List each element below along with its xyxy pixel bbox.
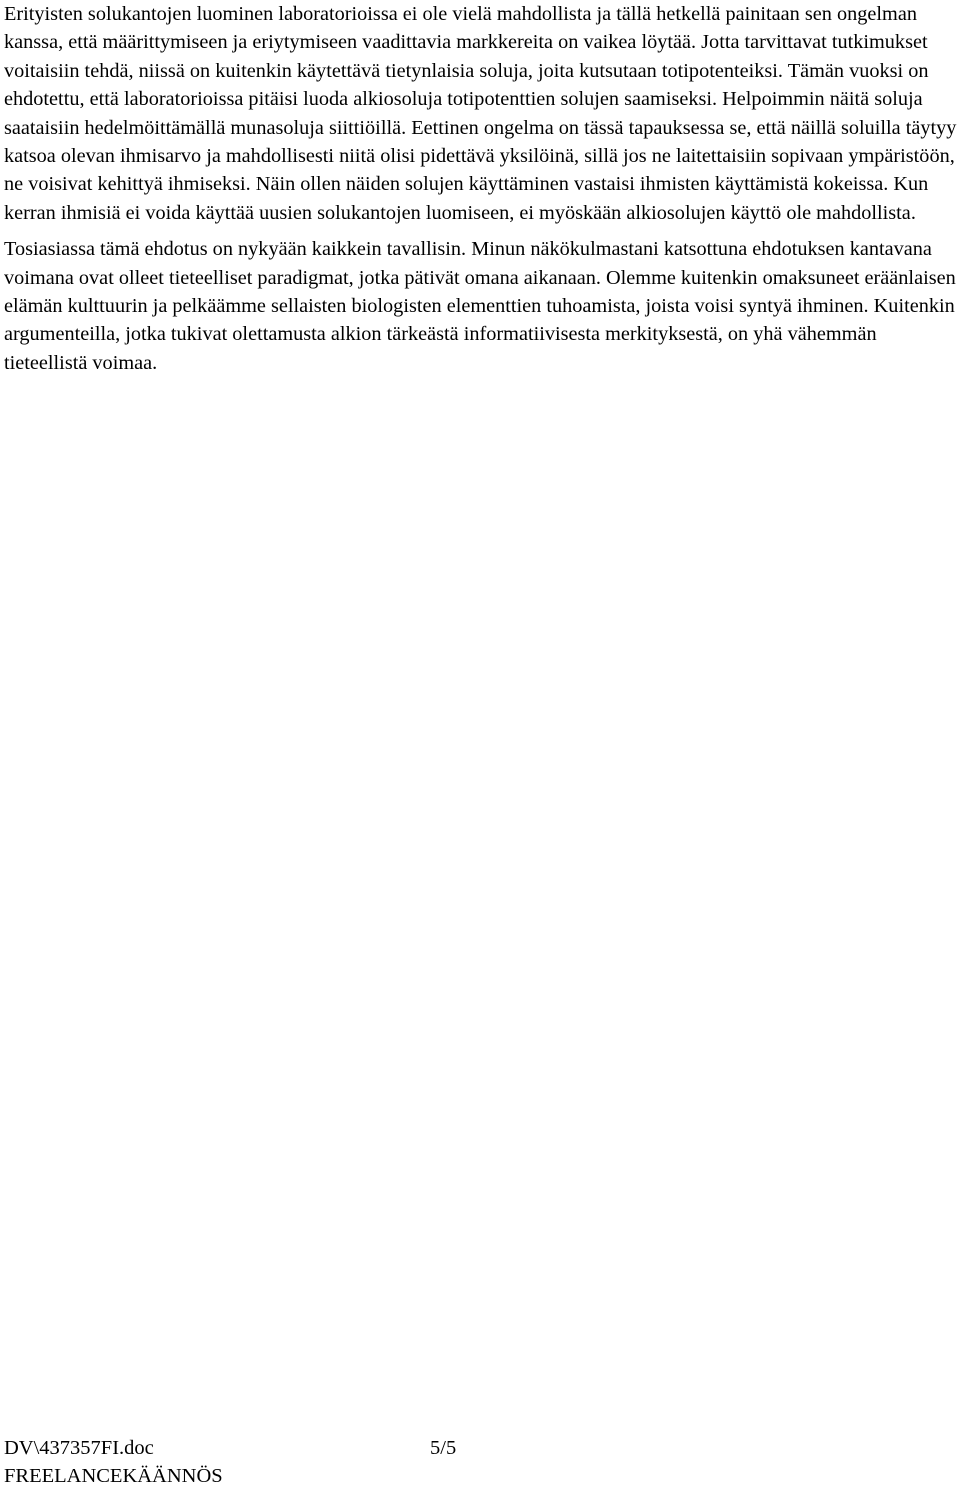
footer-page-number: 5/5 [430, 1437, 457, 1459]
footer-document-reference: DV\437357FI.doc [4, 1437, 154, 1459]
document-body [4, 0, 958, 377]
paragraph-2: Tosiasiassa tämä ehdotus on nykyään kaikkein tavallisin. Minun näkökulmastani katsottuna ehdotuksen kantavana voimana ovat olleet tieteelliset paradigmat, jotka pätivät omana aikanaan. Olemme kuitenkin omaksuneet eräänlaisen elämän kulttuurin ja pelkäämme sellaisten biologisten elementtien tuhoamista, joista voisi syntyä ihminen. Kuitenkin argumenteilla, jotka tukivat olettamusta alkion tärkeästä informatiivisesta merkityksestä, on yhä vähemmän tieteellistä voimaa. [4, 238, 956, 374]
footer-agency-name: FREELANCEKÄÄNNÖS [4, 1465, 223, 1487]
paragraph-1: Erityisten solukantojen luominen laboratorioissa ei ole vielä mahdollista ja tällä hetkellä painitaan sen ongelman kanssa, että määrittymiseen ja eriytymiseen vaadittavia markkereita on vaikea löytää. Jotta tarvittavat tutkimukset voitaisiin tehdä, niissä on kuitenkin käytettävä tietynlaisia soluja, joita kutsutaan totipotenteiksi. Tämän vuoksi on ehdotettu, että laboratorioissa pitäisi luoda alkiosoluja totipotenttien solujen saamiseksi. Helpoimmin näitä soluja saataisiin hedelmöittämällä munasoluja siittiöillä. Eettinen ongelma on tässä tapauksessa se, että näillä soluilla täytyy katsoa olevan ihmisarvo ja mahdollisesti niitä olisi pidettävä yksilöinä, sillä jos ne laitettaisiin sopivaan ympäristöön, ne voisivat kehittyä ihmiseksi. Näin ollen näiden solujen käyttäminen vastaisi ihmisten käyttämistä kokeissa. Kun kerran ihmisiä ei voida käyttää uusien solukantojen luomiseen, ei myöskään alkiosolujen käyttö ole mahdollista. [4, 3, 957, 224]
page-footer [4, 1434, 604, 1490]
